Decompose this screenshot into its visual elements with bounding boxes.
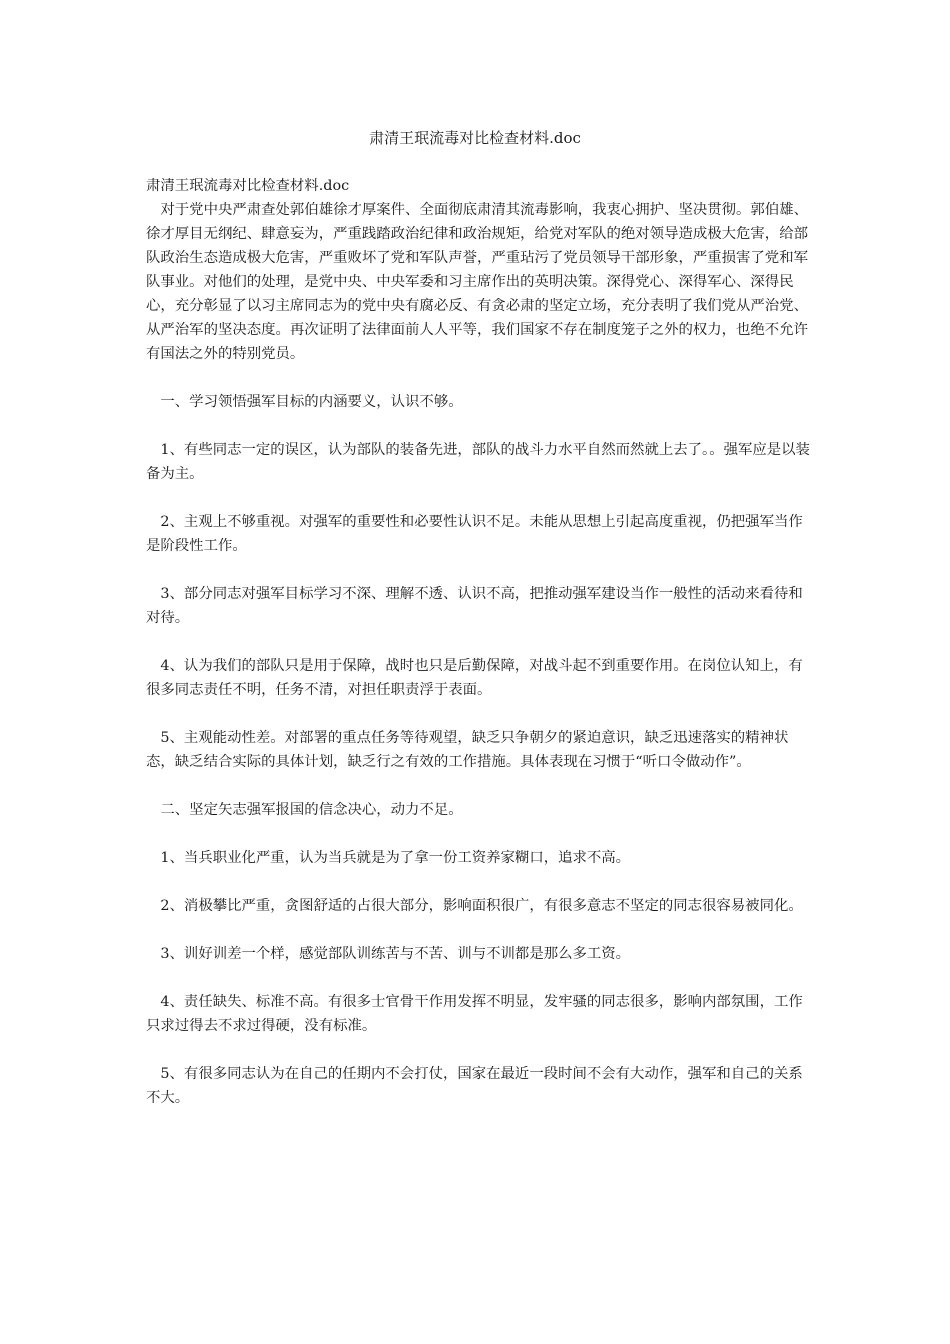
- document-body: [146, 174, 811, 1110]
- list-item: 5、主观能动性差。对部署的重点任务等待观望，缺乏只争朝夕的紧迫意识，缺乏迅速落实的精神状态，缺乏结合实际的具体计划，缺乏行之有效的工作措施。具体表现在习惯于“听口令做动作”。: [146, 730, 789, 770]
- section-heading-2: 二、坚定矢志强军报国的信念决心，动力不足。: [160, 802, 463, 818]
- document-title: 肃清王珉流毒对比检查材料.doc: [369, 129, 581, 147]
- paragraph-spacer: [146, 558, 811, 582]
- paragraph-spacer: [146, 774, 811, 798]
- paragraph-spacer: [146, 822, 811, 846]
- list-item: 2、消极攀比严重，贪图舒适的占很大部分，影响面积很广，有很多意志不坚定的同志很容易被同化。: [160, 898, 803, 914]
- paragraph-spacer: [146, 966, 811, 990]
- section-heading-1: 一、学习领悟强军目标的内涵要义，认识不够。: [160, 394, 463, 410]
- paragraph-spacer: [146, 486, 811, 510]
- list-item: 3、训好训差一个样，感觉部队训练苦与不苦、训与不训都是那么多工资。: [160, 946, 631, 962]
- list-item: 1、有些同志一定的误区，认为部队的装备先进，部队的战斗力水平自然而然就上去了。。强军应是以装备为主。: [146, 442, 810, 482]
- intro-paragraph: 对于党中央严肃查处郭伯雄徐才厚案件、全面彻底肃清其流毒影响，我衷心拥护、坚决贯彻。郭伯雄、徐才厚目无纲纪、肆意妄为，严重践踏政治纪律和政治规矩，给党对军队的绝对领导造成极大危害，给部队政治生态造成极大危害，严重败坏了党和军队声誉，严重玷污了党员领导干部形象，严重损害了党和军队事业。对他们的处理，是党中央、中央军委和习主席作出的英明决策。深得党心、深得军心、深得民心，充分彰显了以习主席同志为的党中央有腐必反、有贪必肃的坚定立场，充分表明了我们党从严治党、从严治军的坚决态度。再次证明了法律面前人人平等，我们国家不存在制度笼子之外的权力，也绝不允许有国法之外的特别党员。: [146, 202, 808, 362]
- paragraph-spacer: [146, 918, 811, 942]
- paragraph-spacer: [146, 630, 811, 654]
- list-item: 4、责任缺失、标准不高。有很多士官骨干作用发挥不明显，发牢骚的同志很多，影响内部氛围，工作只求过得去不求过得硬，没有标准。: [146, 994, 803, 1034]
- paragraph-spacer: [146, 366, 811, 390]
- list-item: 4、认为我们的部队只是用于保障，战时也只是后勤保障，对战斗起不到重要作用。在岗位认知上，有很多同志责任不明，任务不清，对担任职责浮于表面。: [146, 658, 803, 698]
- list-item: 1、当兵职业化严重，认为当兵就是为了拿一份工资养家糊口，追求不高。: [160, 850, 631, 866]
- document-subtitle: 肃清王珉流毒对比检查材料.doc: [146, 178, 350, 194]
- paragraph-spacer: [146, 414, 811, 438]
- list-item: 5、有很多同志认为在自己的任期内不会打仗，国家在最近一段时间不会有大动作，强军和自己的关系不大。: [146, 1066, 803, 1106]
- paragraph-spacer: [146, 1038, 811, 1062]
- paragraph-spacer: [146, 702, 811, 726]
- list-item: 2、主观上不够重视。对强军的重要性和必要性认识不足。未能从思想上引起高度重视，仍把强军当作是阶段性工作。: [146, 514, 803, 554]
- list-item: 3、部分同志对强军目标学习不深、理解不透、认识不高，把推动强军建设当作一般性的活动来看待和对待。: [146, 586, 803, 626]
- paragraph-spacer: [146, 870, 811, 894]
